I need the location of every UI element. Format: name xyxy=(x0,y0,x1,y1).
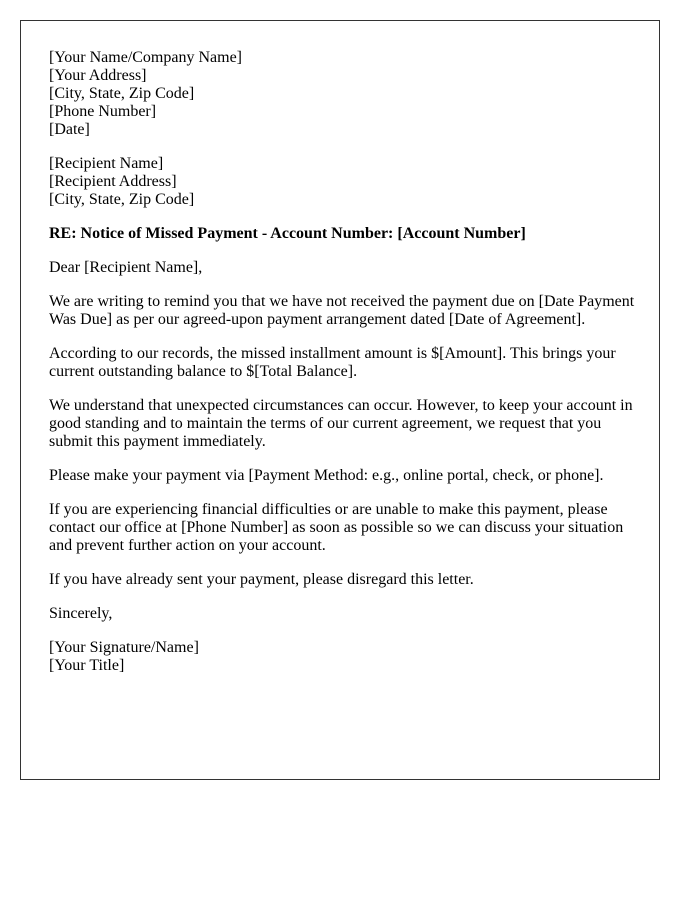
recipient-address: [Recipient Address] xyxy=(49,173,177,190)
sender-phone: [Phone Number] xyxy=(49,103,157,120)
body-paragraph-payment-method: Please make your payment via [Payment Method: e.g., online portal, check, or phone]. xyxy=(49,467,604,484)
salutation: Dear [Recipient Name], xyxy=(49,259,203,276)
signature-name: [Your Signature/Name] xyxy=(49,639,199,656)
sender-address: [Your Address] xyxy=(49,67,147,84)
letter-page xyxy=(20,20,660,780)
closing: Sincerely, xyxy=(49,605,113,622)
letter-date: [Date] xyxy=(49,121,90,138)
signature-block xyxy=(49,639,639,675)
recipient-city-state-zip: [City, State, Zip Code] xyxy=(49,191,195,208)
body-paragraph-disregard: If you have already sent your payment, please disregard this letter. xyxy=(49,571,474,588)
sender-address-block xyxy=(49,49,639,139)
recipient-address-block xyxy=(49,155,639,209)
body-paragraph-reminder: We are writing to remind you that we have not received the payment due on [Date Payment Was Due] as per our agreed-upon payment arrangement dated [Date of Agreement]. xyxy=(49,293,635,328)
sender-city-state-zip: [City, State, Zip Code] xyxy=(49,85,195,102)
body-paragraph-amount: According to our records, the missed installment amount is $[Amount]. This brings your current outstanding balance to $[Total Balance]. xyxy=(49,345,616,380)
subject-line: RE: Notice of Missed Payment - Account Number: [Account Number] xyxy=(49,225,526,242)
recipient-name: [Recipient Name] xyxy=(49,155,164,172)
sender-name: [Your Name/Company Name] xyxy=(49,49,243,66)
letter-content xyxy=(49,49,639,691)
body-paragraph-request: We understand that unexpected circumstances can occur. However, to keep your account in good standing and to maintain the terms of our current agreement, we request that you submit this payment immediately. xyxy=(49,397,633,450)
body-paragraph-contact: If you are experiencing financial difficulties or are unable to make this payment, please contact our office at [Phone Number] as soon as possible so we can discuss your situation and prevent further action on your account. xyxy=(49,501,624,554)
signature-title: [Your Title] xyxy=(49,657,125,674)
